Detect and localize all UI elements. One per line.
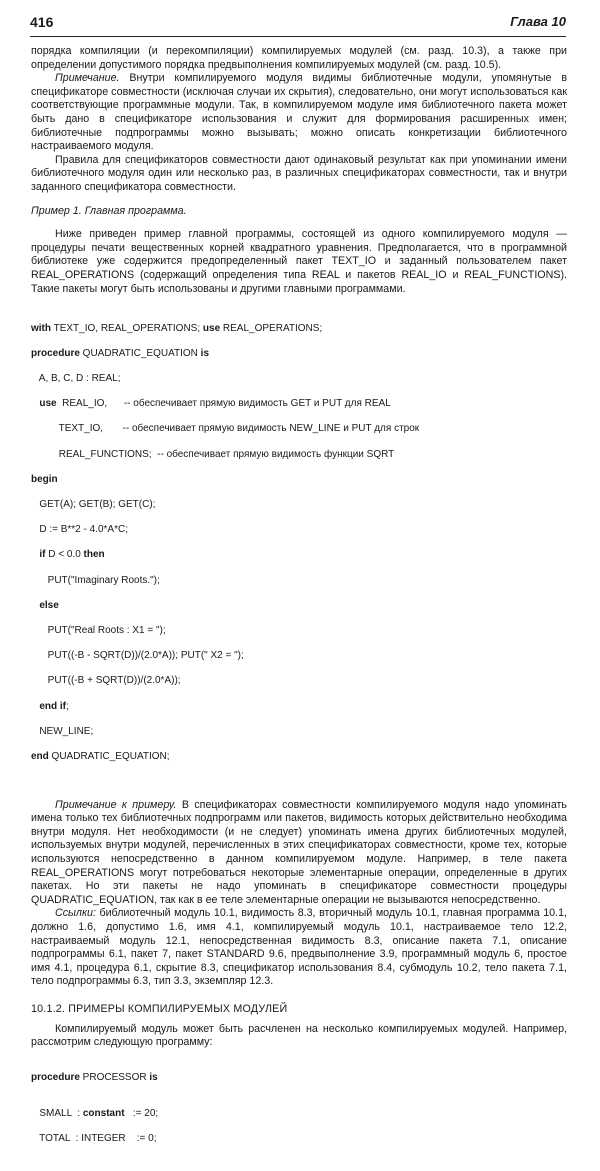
code-line: PUT((-B + SQRT(D))/(2.0*A)); xyxy=(31,675,181,687)
references-label: Ссылки: xyxy=(55,907,96,920)
code-line: PUT((-B - SQRT(D))/(2.0*A)); PUT(" X2 = "); xyxy=(31,650,244,662)
example-note-paragraph xyxy=(31,799,567,908)
paragraph-7: Компилируемый модуль может быть расчленен на несколько компилируемых модулей. Например, рассмотрим следующую программу: xyxy=(31,1022,567,1049)
references-text: библиотечный модуль 10.1, видимость 8.3, вторичный модуль 10.1, главная программа 10.1, должно 1.6, допустимо 1.6, имя 4.1, компилируемый модуль 10.1, настраиваемое тело 12.2, настраиваемый модуль 12.1, непосредственная видимость 8.3, описание пакета 7.1, описание подпрограммы 6.1, пакет 7, пакет STANDARD 9.6, предвыполнение 3.9, программный модуль 6, простое имя 4.1, процедура 6.1, скрытие 8.3, спецификатор использования 8.4, субмодуль 10.2, тело пакета 7.1, тело подпрограммы 6.3, тип 3.3, экземпляр 12.3. xyxy=(31,907,567,988)
paragraph-1: порядка компиляции (и перекомпиляции) компилируемых модулей (см. разд. 10.3), а также при определении допустимого порядка предвыполнения компилируемых модулей (см. разд. 10.5). xyxy=(31,45,567,71)
code-line: TOTAL : INTEGER := 0; xyxy=(31,1132,157,1144)
paragraph-4: Ниже приведен пример главной программы, состоящей из одного компилируемого модуля — процедуры печати вещественных корней квадратного уравнения. Предполагается, что в программной библиотеке уже содержится предопределенный пакет TEXT_IO и заданный пользователем пакет REAL_OPERATIONS (содержащий определения типа REAL и пакетов REAL_IO и REAL_FUNCTIONS). Такие пакеты могут быть использованы и другими главными программами. xyxy=(31,228,567,295)
code-block-processor xyxy=(31,1060,567,1171)
code-line: end QUADRATIC_EQUATION; xyxy=(31,750,170,762)
example-note-text: В спецификаторах совместности компилируемого модуля надо упоминать имена только тех библиотечных подпрограмм или пакетов, видимость которых действительно необходима внутри модуля. Нет необходимости (и не следует) упоминать имена других библиотечных модулей, используемых внутри модулей, перечисленных в этих спецификаторах совместности, кроме тех, которые используются непосредственно в данном компилируемом модуле. Например, в теле пакета REAL_OPERATIONS могут потребоваться некоторые элементарные операции, определенные в других пакетах. Но эти пакеты не надо упоминать в спецификаторе совместности процедуры QUADRATIC_EQUATION, так как в ее теле элементарные операции не вызываются непосредственно. xyxy=(31,798,567,906)
code-line: NEW_LINE; xyxy=(31,725,94,737)
code-line: A, B, C, D : REAL; xyxy=(31,373,121,385)
code-line: REAL_FUNCTIONS; -- обеспечивает прямую видимость функции SQRT xyxy=(31,448,395,460)
code-line: procedure PROCESSOR is xyxy=(31,1072,158,1084)
note-paragraph xyxy=(31,72,567,154)
example-note-label: Примечание к примеру. xyxy=(55,798,177,811)
paragraph-3: Правила для спецификаторов совместности дают одинаковый результат как при упоминании имени библиотечного модуля один или несколько раз, в различных спецификаторах совместности, так и внутри заданного спецификатора совместности. xyxy=(31,153,567,193)
code-block-quadratic xyxy=(31,310,567,789)
note-text: Внутри компилируемого модуля видимы библиотечные модули, упомянутые в спецификаторе совместности (исключая случаи их скрытия), следовательно, они могут использоваться как соответствующие программные модули. Так, в компилируемом модуле имя библиотечного пакета может быть дано в спецификаторе использования и служит для формирования расширенных имен; библиотечные подпрограммы можно вызывать; можно описать конкретизации библиотечного настраиваемого модуля. xyxy=(31,72,567,153)
code-line: use REAL_IO, -- обеспечивает прямую видимость GET и PUT для REAL xyxy=(31,398,391,410)
code-line: else xyxy=(31,599,59,611)
code-line: SMALL : constant := 20; xyxy=(31,1107,159,1119)
section-heading: 10.1.2. ПРИМЕРЫ КОМПИЛИРУЕМЫХ МОДУЛЕЙ xyxy=(31,1002,288,1015)
code-line: PUT("Imaginary Roots."); xyxy=(31,574,160,586)
code-line: end if; xyxy=(31,700,69,712)
header-rule xyxy=(30,36,566,37)
code-line: D := B**2 - 4.0*A*C; xyxy=(31,524,128,536)
example-title: Пример 1. Главная программа. xyxy=(31,204,187,217)
code-line: if D < 0.0 then xyxy=(31,549,105,561)
references-paragraph xyxy=(31,907,567,989)
code-line: TEXT_IO, -- обеспечивает прямую видимость NEW_LINE и PUT для строк xyxy=(31,423,420,435)
code-line: PUT("Real Roots : X1 = "); xyxy=(31,624,166,636)
code-line: GET(A); GET(B); GET(C); xyxy=(31,499,156,510)
page-body xyxy=(31,45,567,1171)
note-label: Примечание. xyxy=(55,72,120,85)
code-line: begin xyxy=(31,473,58,485)
chapter-title: Глава 10 xyxy=(510,14,566,29)
page-number: 416 xyxy=(30,14,54,30)
code-line: procedure QUADRATIC_EQUATION is xyxy=(31,347,210,359)
code-line: with TEXT_IO, REAL_OPERATIONS; use REAL_OPERATIONS; xyxy=(31,322,323,334)
